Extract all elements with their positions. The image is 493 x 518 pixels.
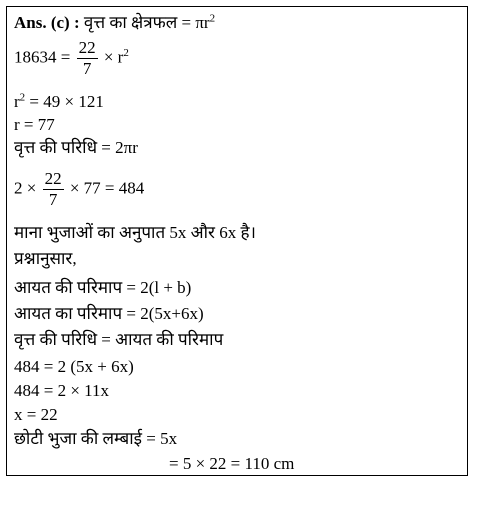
x-value-line: x = 22 bbox=[14, 405, 58, 424]
equality-line: वृत्त की परिधि = आयत की परिमाप bbox=[14, 330, 224, 349]
fraction-22-7 bbox=[77, 38, 98, 79]
r-value-line: r = 77 bbox=[14, 115, 55, 134]
circumference-calc-line bbox=[14, 169, 144, 210]
answer-label: Ans. (c) : bbox=[14, 13, 80, 32]
r-squared-exponent: 2 bbox=[19, 91, 26, 104]
answer-heading-line bbox=[14, 13, 215, 33]
area-exponent: 2 bbox=[209, 12, 216, 25]
answer-box bbox=[6, 6, 468, 476]
according-to-question-line: प्रश्नानुसार, bbox=[14, 249, 77, 268]
equation-line-1: 484 = 2 (5x + 6x) bbox=[14, 357, 134, 376]
area-equation-line bbox=[14, 38, 129, 79]
rectangle-perimeter-formula-line: आयत की परिमाप = 2(l + b) bbox=[14, 278, 192, 297]
r-squared-term: × r bbox=[103, 47, 124, 67]
fraction-numerator: 22 bbox=[44, 169, 62, 188]
calc-right: × 77 = 484 bbox=[69, 178, 145, 198]
calc-left: 2 × bbox=[14, 178, 37, 198]
shorter-side-line: छोटी भुजा की लम्बाई = 5x bbox=[14, 429, 178, 448]
r-squared-line bbox=[14, 92, 104, 112]
equation-line-2: 484 = 2 × 11x bbox=[14, 381, 110, 400]
r-exponent: 2 bbox=[123, 46, 129, 59]
r-squared-value: = 49 × 121 bbox=[25, 92, 104, 111]
fraction-22-7-second bbox=[43, 169, 64, 210]
rectangle-perimeter-sub-line: आयत का परिमाप = 2(5x+6x) bbox=[14, 304, 204, 323]
ratio-line: माना भुजाओं का अनुपात 5x और 6x है। bbox=[14, 223, 256, 242]
r-symbol: r bbox=[14, 92, 20, 111]
fraction-denominator: 7 bbox=[82, 59, 92, 78]
final-answer-line: = 5 × 22 = 110 cm bbox=[169, 454, 295, 473]
area-formula: वृत्त का क्षेत्रफल = πr bbox=[83, 13, 210, 32]
fraction-numerator: 22 bbox=[78, 38, 96, 57]
fraction-denominator: 7 bbox=[48, 190, 58, 209]
circumference-formula-line: वृत्त की परिधि = 2πr bbox=[14, 138, 138, 157]
area-value: 18634 = bbox=[14, 47, 71, 67]
